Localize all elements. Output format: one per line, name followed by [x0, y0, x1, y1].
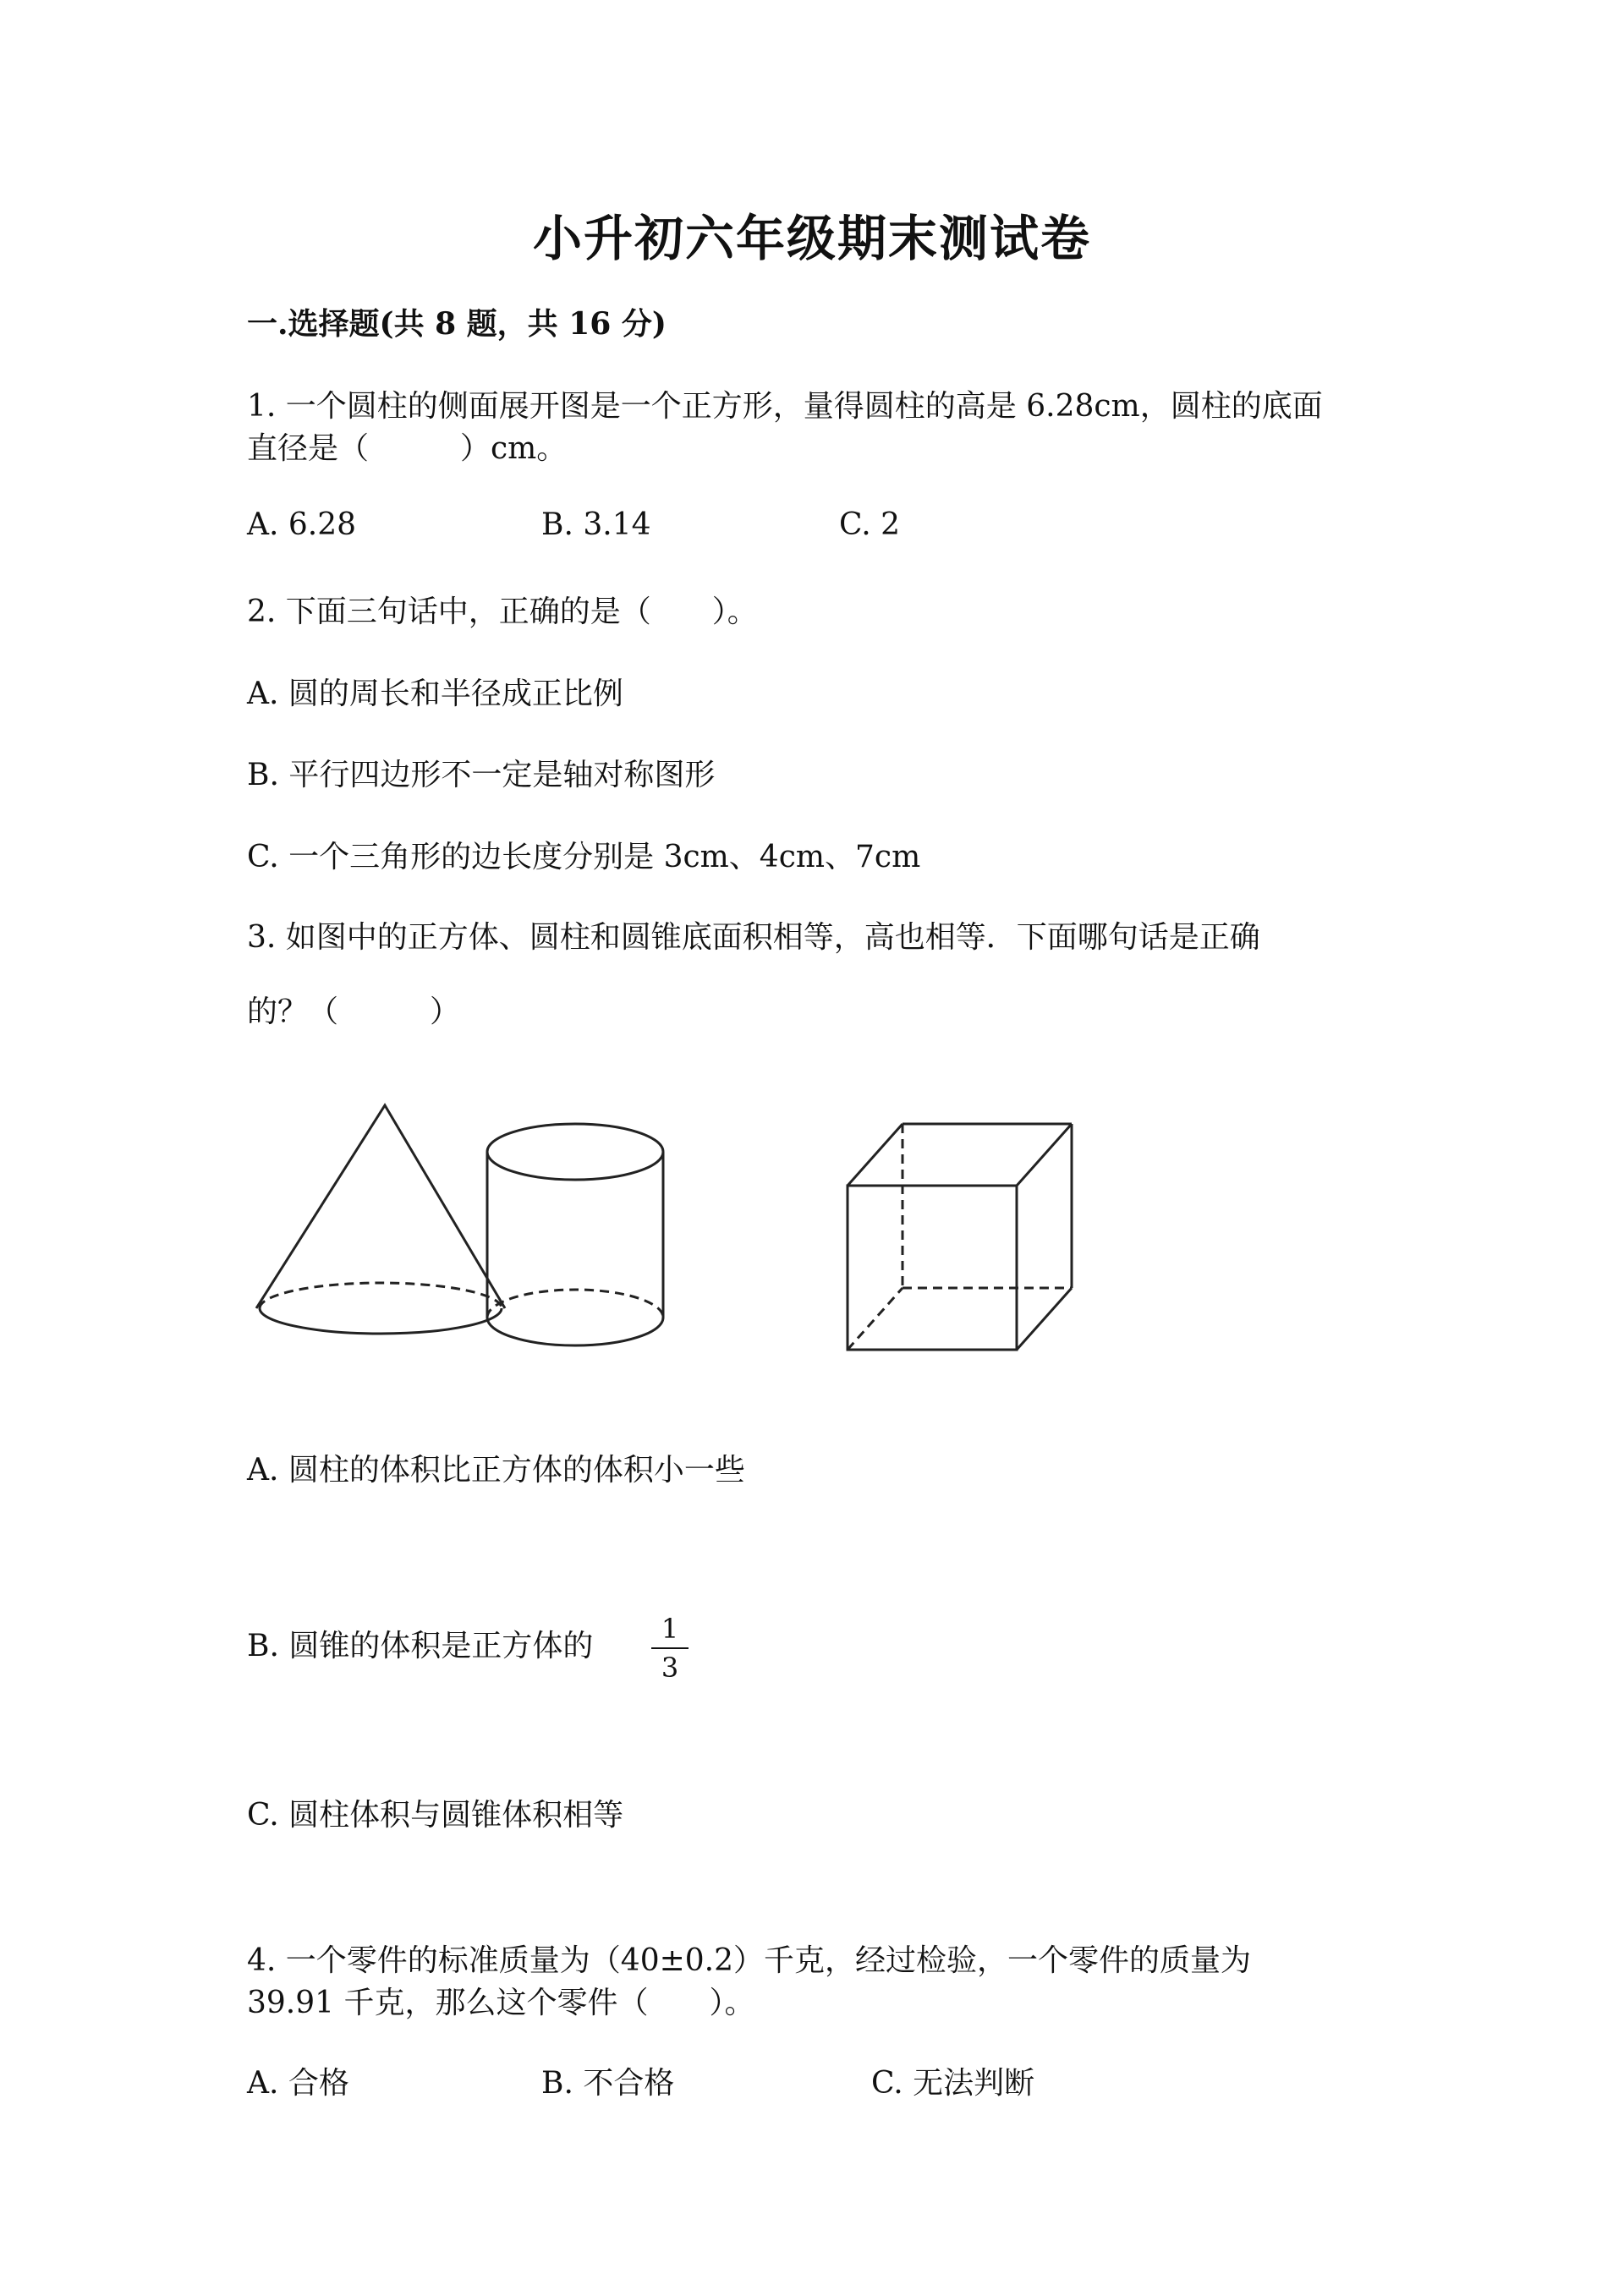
- question-4-line-1: 4. 一个零件的标准质量为（40±0.2）千克，经过检验，一个零件的质量为: [247, 1943, 1252, 1978]
- question-3-option-c: C. 圆柱体积与圆锥体积相等: [247, 1798, 624, 1833]
- section-heading: 一.选择题(共 8 题，共 16 分): [247, 306, 667, 342]
- question-2-option-c: C. 一个三角形的边长度分别是 3cm、4cm、7cm: [247, 840, 921, 874]
- question-2-option-b: B. 平行四边形不一定是轴对称图形: [247, 758, 716, 792]
- cube-icon: [848, 1124, 1072, 1350]
- question-1-option-a: A. 6.28: [247, 507, 357, 542]
- cone-icon: [256, 1105, 505, 1334]
- question-3-line-2: 的？（ ）: [247, 995, 461, 1029]
- question-1-option-b: B. 3.14: [541, 507, 651, 542]
- question-4-option-b: B. 不合格: [541, 2066, 675, 2101]
- question-4-line-2: 39.91 千克，那么这个零件（ ）。: [247, 1986, 755, 2020]
- fraction-denominator: 3: [661, 1652, 679, 1684]
- question-3-line-1: 3. 如图中的正方体、圆柱和圆锥底面积相等，高也相等．下面哪句话是正确: [247, 920, 1260, 955]
- solids-figure: [245, 1091, 1091, 1373]
- fraction-numerator: 1: [661, 1613, 679, 1645]
- question-4-option-c: C. 无法判断: [871, 2066, 1035, 2101]
- question-3-option-b: B. 圆锥的体积是正方体的: [247, 1629, 594, 1663]
- question-1-option-c: C. 2: [839, 507, 901, 542]
- question-4-option-a: A. 合格: [247, 2066, 349, 2101]
- page-title: 小升初六年级期末测试卷: [532, 210, 1091, 267]
- cylinder-icon: [487, 1124, 663, 1345]
- question-2-option-a: A. 圆的周长和半径成正比例: [247, 677, 623, 711]
- fraction-one-third: [651, 1613, 689, 1684]
- question-1-line-2: 直径是（ ）cm。: [247, 431, 568, 466]
- question-2-line-1: 2. 下面三句话中，正确的是（ ）。: [247, 595, 758, 629]
- question-1-line-1: 1. 一个圆柱的侧面展开图是一个正方形，量得圆柱的高是 6.28cm，圆柱的底面: [247, 389, 1323, 424]
- question-3-option-a: A. 圆柱的体积比正方体的体积小一些: [247, 1453, 745, 1488]
